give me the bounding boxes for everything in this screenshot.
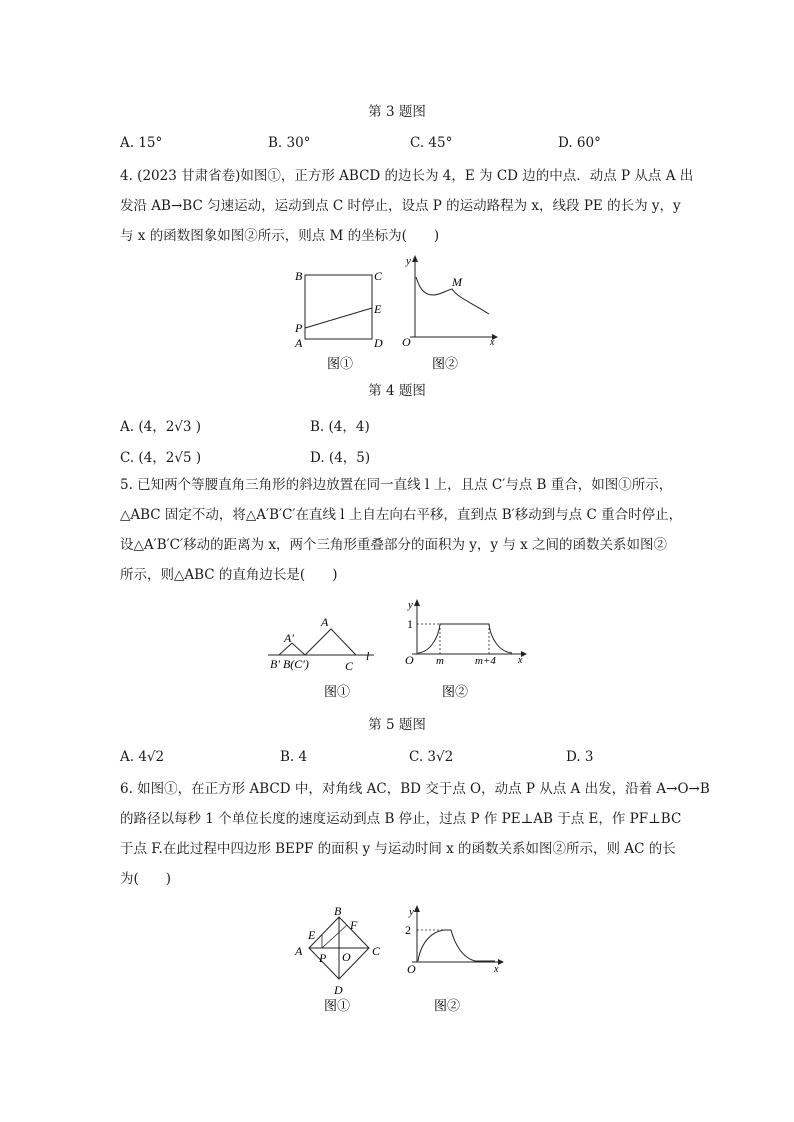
q5-fig2-label: 图② [442,684,469,699]
q4-point-c: C [374,269,383,283]
q5-option-c: C. 3√2 [409,749,454,765]
q5-line-2: △ABC 固定不动，将△A′B′C′在直线 l 上自左向右平移，直到点 B′移动到与点 C 重合时停止， [120,507,683,523]
q4-option-d: D. (4，5) [310,450,371,466]
q4-line-1: 4. (2023 甘肃省卷)如图①，正方形 ABCD 的边长为 4，E 为 CD 边的中点．动点 P 从点 A 出 [120,168,694,184]
q6-point-o: O [342,950,351,964]
q5-line-3: 设△A′B′C′移动的距离为 x，两个三角形重叠部分的面积为 y，y 与 x 之间的函数关系如图② [120,537,668,553]
q6-point-a: A [295,944,303,958]
q6-origin: O [407,962,416,976]
q4-point-b: B [295,269,303,283]
q3-option-b: B. 30° [268,135,311,151]
q6-point-p: P [319,951,327,965]
q4-fig2-label: 图② [432,356,459,371]
q5-x-tick-m: m [436,655,444,667]
q5-x-tick-m-plus-4: m+4 [475,655,496,667]
q6-figures [287,900,517,1018]
q4-figures [285,252,510,374]
q6-line-2: 的路径以每秒 1 个单位长度的速度运动到点 B 停止，过点 P 作 PE⊥AB 于点 E，作 PF⊥BC [120,811,682,827]
q4-point-e: E [374,302,382,316]
q3-option-d: D. 60° [558,135,601,151]
q4-axis-x: x [490,337,495,348]
q5-option-d: D. 3 [566,749,594,765]
q5-option-a: A. 4√2 [120,749,165,765]
q6-axis-x: x [494,964,499,975]
q6-point-f: F [350,918,358,932]
q4-option-c: C. (4，2√5 ) [120,450,202,466]
q5-line-1: 5. 已知两个等腰直角三角形的斜边放置在同一直线 l 上，且点 C′与点 B 重合，如图①所示， [120,477,673,493]
q5-axis-y: y [408,599,413,611]
q4-fig1-label: 图① [327,356,354,371]
q5-figures [262,596,532,706]
q4-caption: 第 4 题图 [368,383,426,399]
q6-fig1-label: 图① [324,998,351,1013]
q6-fig2-label: 图② [434,998,461,1013]
q6-y-tick-2: 2 [405,923,411,937]
q4-point-d: D [374,336,383,350]
q5-origin: O [405,653,414,667]
q5-caption: 第 5 题图 [368,717,426,733]
q5-axis-x: x [518,655,523,666]
q4-option-a: A. (4，2√3 ) [120,419,202,435]
q4-point-a: A [295,336,303,350]
q5-point-b: B′ B(C′) [270,657,309,671]
q3-option-c: C. 45° [410,135,453,151]
q6-line-3: 于点 F.在此过程中四边形 BEPF 的面积 y 与运动时间 x 的函数关系如图②所示，则 AC 的长 [120,841,676,857]
q3-caption: 第 3 题图 [368,104,426,120]
q3-option-a: A. 15° [120,135,163,151]
q6-point-e: E [308,928,316,942]
q5-option-b: B. 4 [280,749,308,765]
q6-point-c: C [372,944,381,958]
q4-axis-y: y [406,255,411,267]
q6-point-d: D [334,983,343,997]
q5-point-c: C [345,659,354,673]
q4-line-2: 发沿 AB→BC 匀速运动，运动到点 C 时停止，设点 P 的运动路程为 x，线段 PE 的长为 y，y [120,198,681,214]
q4-line-3: 与 x 的函数图象如图②所示，则点 M 的坐标为( ) [120,228,440,244]
q5-line-4: 所示，则△ABC 的直角边长是( ) [120,567,338,583]
q5-point-a-prime: A′ [284,631,294,645]
q4-option-b: B. (4，4) [310,419,370,435]
q4-point-m: M [452,275,462,289]
q6-axis-y: y [409,906,414,918]
q6-point-b: B [334,904,342,918]
q5-fig1-label: 图① [324,684,351,699]
q6-line-4: 为( ) [120,871,172,887]
q4-origin: O [402,335,411,349]
q6-line-1: 6. 如图①，在正方形 ABCD 中，对角线 AC，BD 交于点 O，动点 P 从点 A 出发，沿着 A→O→B [120,781,710,797]
q5-line-l: l [366,649,370,663]
q5-y-tick-1: 1 [407,617,413,631]
q5-point-a: A [321,615,329,629]
q4-point-p: P [295,321,303,335]
